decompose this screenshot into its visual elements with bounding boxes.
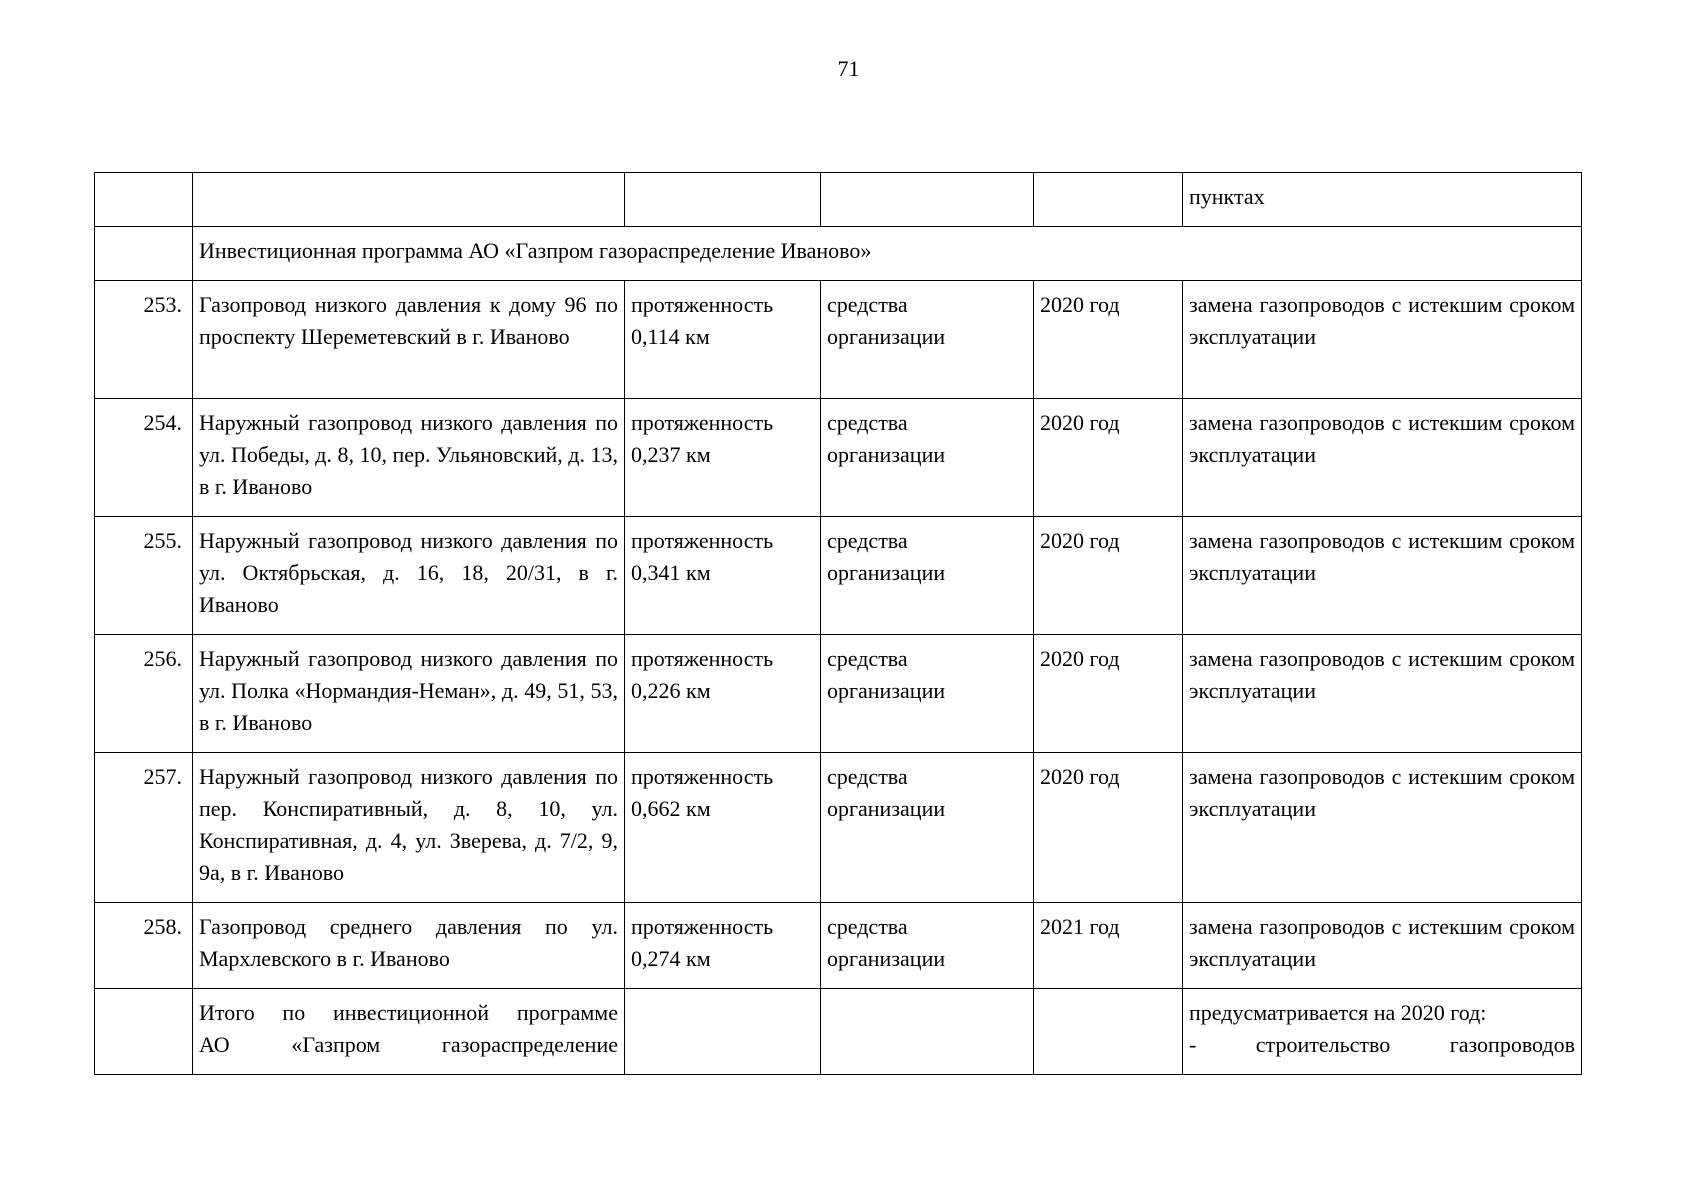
- cell-num: 253.: [95, 281, 193, 399]
- cell-effect: замена газопроводов с истекшим сроком эксплуатации: [1183, 635, 1582, 753]
- cell-measure: протяженность 0,226 км: [625, 635, 821, 753]
- cell-num: 257.: [95, 753, 193, 903]
- total-effect-line: предусматривается на 2020 год:: [1189, 1000, 1487, 1025]
- cell-num: 256.: [95, 635, 193, 753]
- cell-name: Газопровод низкого давления к дому 96 по проспекту Шереметевский в г. Иваново: [193, 281, 625, 399]
- cell-num: 254.: [95, 399, 193, 517]
- cell-num: 255.: [95, 517, 193, 635]
- table-row: [95, 281, 1582, 399]
- cell-year: [1034, 173, 1183, 227]
- table-row: [95, 903, 1582, 989]
- cell-source: средства организации: [821, 635, 1034, 753]
- cell-year: 2020 год: [1034, 753, 1183, 903]
- section-header: Инвестиционная программа АО «Газпром газораспределение Иваново»: [193, 227, 1582, 281]
- cell-measure: протяженность 0,274 км: [625, 903, 821, 989]
- cell-measure: [625, 989, 821, 1075]
- cell-year: 2021 год: [1034, 903, 1183, 989]
- cell-measure: протяженность 0,237 км: [625, 399, 821, 517]
- page-number: 71: [837, 56, 860, 81]
- cell-effect: замена газопроводов с истекшим сроком эксплуатации: [1183, 281, 1582, 399]
- cell-year: 2020 год: [1034, 281, 1183, 399]
- total-row: [95, 989, 1582, 1075]
- cell-measure: протяженность 0,662 км: [625, 753, 821, 903]
- cell-effect: замена газопроводов с истекшим сроком эксплуатации: [1183, 517, 1582, 635]
- cell-name: Наружный газопровод низкого давления по пер. Конспиративный, д. 8, 10, ул. Конспиративная, д. 4, ул. Зверева, д. 7/2, 9, 9а, в г. Иваново: [193, 753, 625, 903]
- cell-name: Газопровод среднего давления по ул. Мархлевского в г. Иваново: [193, 903, 625, 989]
- table-row: [95, 517, 1582, 635]
- cell-year: 2020 год: [1034, 517, 1183, 635]
- cell-num: [95, 227, 193, 281]
- cell-name: [193, 173, 625, 227]
- section-header-row: [95, 227, 1582, 281]
- cell-measure: [625, 173, 821, 227]
- cell-effect: замена газопроводов с истекшим сроком эксплуатации: [1183, 903, 1582, 989]
- cell-num: [95, 989, 193, 1075]
- total-name-line: Итого по инвестиционной программе: [199, 1000, 618, 1025]
- cell-source: средства организации: [821, 281, 1034, 399]
- cell-source: средства организации: [821, 399, 1034, 517]
- cell-name: Наружный газопровод низкого давления по ул. Победы, д. 8, 10, пер. Ульяновский, д. 13, в г. Иваново: [193, 399, 625, 517]
- total-effect-cell: [1183, 989, 1582, 1075]
- continuation-row: [95, 173, 1582, 227]
- cell-source: средства организации: [821, 753, 1034, 903]
- cell-num: [95, 173, 193, 227]
- cell-source: средства организации: [821, 517, 1034, 635]
- cell-measure: протяженность 0,341 км: [625, 517, 821, 635]
- cell-effect: пунктах: [1183, 173, 1582, 227]
- cell-source: [821, 989, 1034, 1075]
- cell-year: 2020 год: [1034, 635, 1183, 753]
- cell-name: Наружный газопровод низкого давления по ул. Октябрьская, д. 16, 18, 20/31, в г. Иваново: [193, 517, 625, 635]
- investment-table: [94, 172, 1582, 1075]
- total-effect-line: - строительство газопроводов: [1189, 1032, 1575, 1057]
- cell-source: [821, 173, 1034, 227]
- cell-year: 2020 год: [1034, 399, 1183, 517]
- cell-effect: замена газопроводов с истекшим сроком эксплуатации: [1183, 753, 1582, 903]
- cell-effect: замена газопроводов с истекшим сроком эксплуатации: [1183, 399, 1582, 517]
- table-row: [95, 753, 1582, 903]
- total-name-cell: [193, 989, 625, 1075]
- cell-name: Наружный газопровод низкого давления по ул. Полка «Нормандия-Неман», д. 49, 51, 53, в г. Иваново: [193, 635, 625, 753]
- cell-year: [1034, 989, 1183, 1075]
- table-row: [95, 399, 1582, 517]
- cell-measure: протяженность 0,114 км: [625, 281, 821, 399]
- cell-num: 258.: [95, 903, 193, 989]
- total-name-line: АО «Газпром газораспределение: [199, 1032, 618, 1057]
- table-row: [95, 635, 1582, 753]
- cell-source: средства организации: [821, 903, 1034, 989]
